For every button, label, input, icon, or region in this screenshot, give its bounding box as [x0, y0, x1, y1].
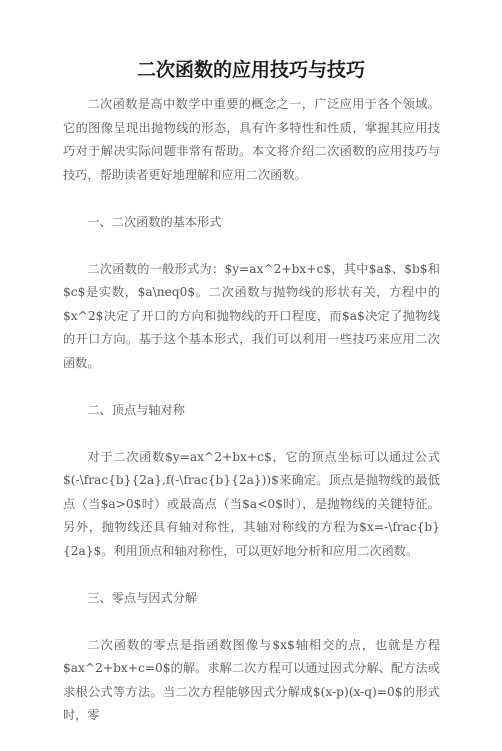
section-body-basic-form: 二次函数的一般形式为：$y=ax^2+bx+c$，其中$a$、$b$和$c$是实数，$a\neq0$。二次函数与抛物线的形状有关，方程中的$x^2$决定了开口的方向和抛物线的开口程度，而$a$决定了抛物线的开口方向。基于这个基本形式，我们可以利用一些技巧来应用二次函数。 [63, 261, 440, 370]
document-body [63, 93, 440, 751]
section-heading-vertex-symmetry: 二、顶点与轴对称 [87, 402, 185, 417]
section-heading-basic-form: 一、二次函数的基本形式 [87, 214, 222, 229]
section-heading-zeros-factoring: 三、零点与因式分解 [87, 590, 198, 605]
section-body-vertex-symmetry: 对于二次函数$y=ax^2+bx+c$，它的顶点坐标可以通过公式$(-\frac{b}{2a},f(-\frac{b}{2a}))$来确定。顶点是抛物线的最低点（当$a>0$时）或最高点（当$a<0$时），是抛物线的关键特征。另外，抛物线还具有轴对称性，其轴对称线的方程为$x=-\frac{b}{2a}$。利用顶点和轴对称性，可以更好地分析和应用二次函数。 [63, 449, 440, 558]
document-title: 二次函数的应用技巧与技巧 [136, 59, 365, 81]
section-body-zeros-factoring: 二次函数的零点是指函数图像与$x$轴相交的点，也就是方程$ax^2+bx+c=0$的解。求解二次方程可以通过因式分解、配方法或求根公式等方法。当二次方程能够因式分解成$(x-p)(x-q)=0$的形式时，零 [63, 637, 440, 722]
intro-paragraph: 二次函数是高中数学中重要的概念之一，广泛应用于各个领域。它的图像呈现出抛物线的形态，具有许多特性和性质，掌握其应用技巧对于解决实际问题非常有帮助。本文将介绍二次函数的应用技巧与技巧，帮助读者更好地理解和应用二次函数。 [63, 97, 440, 182]
